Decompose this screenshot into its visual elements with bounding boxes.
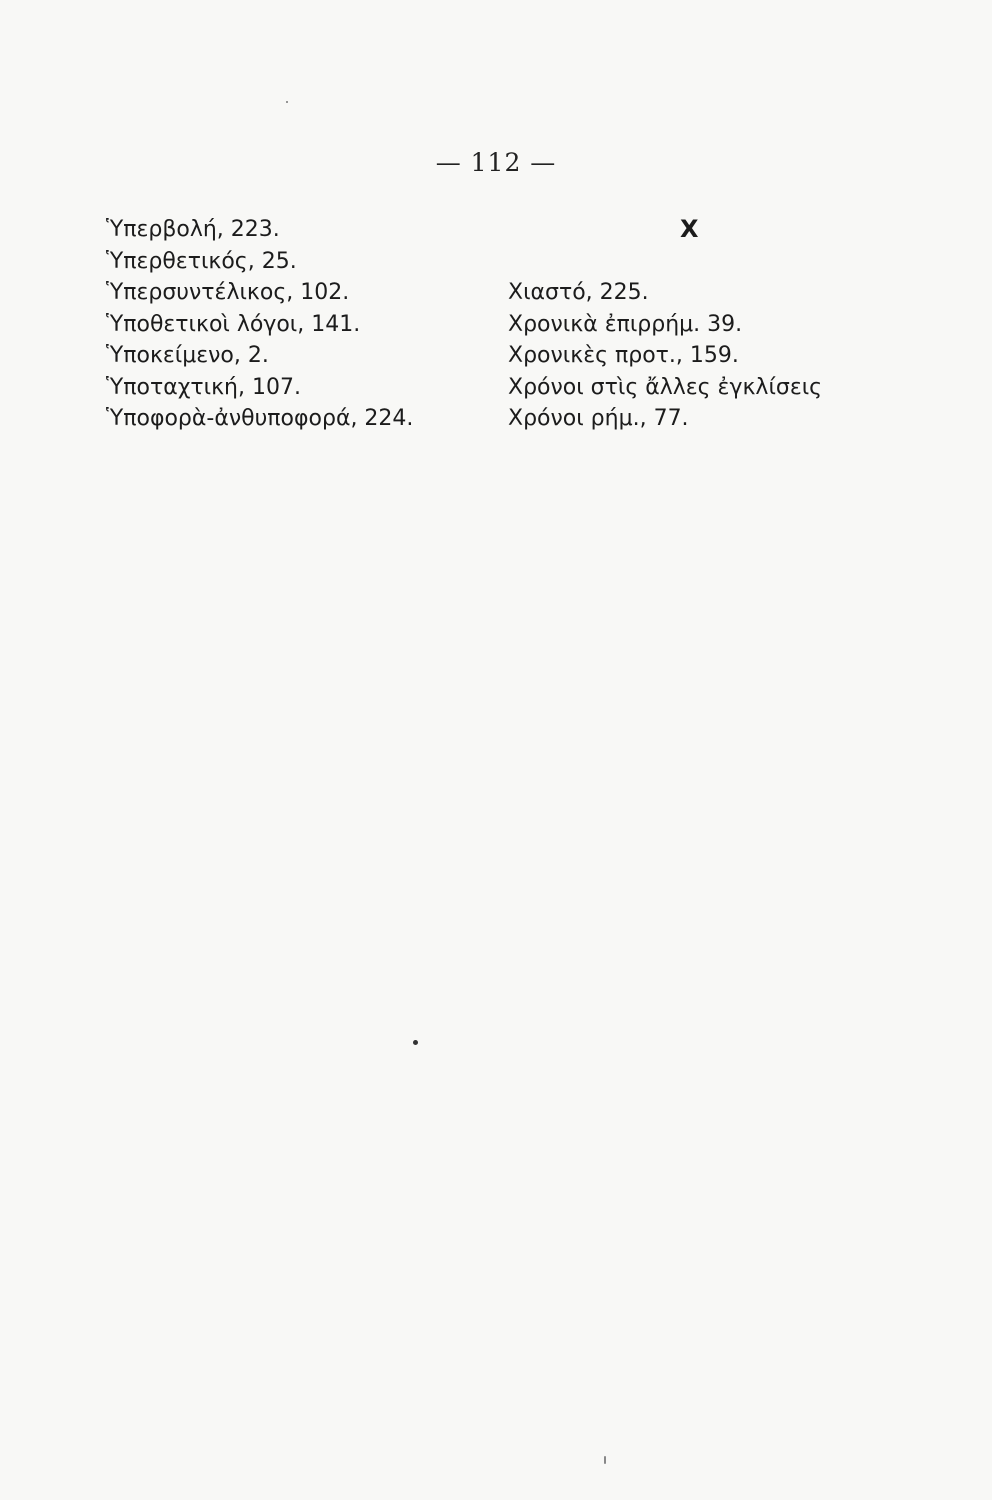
index-entry: Χρόνοι στὶς ἄλλες ἐγκλίσεις xyxy=(508,374,823,400)
ink-speck xyxy=(286,101,288,103)
index-column-right xyxy=(508,214,822,435)
index-entry: Ὑποθετικοὶ λόγοι, 141. xyxy=(106,311,361,337)
index-entry: Χρονικὲς προτ., 159. xyxy=(508,343,739,368)
index-entry: Ὑπερθετικός, 25. xyxy=(106,248,297,274)
index-column-left xyxy=(106,214,413,435)
index-entry: Ὑπερσυντέλικος, 102. xyxy=(106,280,350,305)
page-number: — 112 — xyxy=(435,148,557,177)
index-entry: Χρόνοι ρήμ., 77. xyxy=(508,406,689,431)
section-letter-heading: Χ xyxy=(680,215,699,243)
index-entry: Χρονικὰ ἐπιρρήμ. 39. xyxy=(508,311,743,337)
ink-speck xyxy=(604,1456,606,1464)
index-entry: Ὑποφορὰ-ἀνθυποφορά, 224. xyxy=(106,406,414,431)
index-entry: Ὑποκείμενο, 2. xyxy=(106,343,269,368)
ink-speck xyxy=(413,1040,418,1045)
index-entry: Χιαστό, 225. xyxy=(508,280,649,305)
index-entry: Ὑπερβολή, 223. xyxy=(106,217,280,242)
section-entries xyxy=(508,277,822,435)
index-entry: Ὑποταχτική, 107. xyxy=(106,374,301,400)
